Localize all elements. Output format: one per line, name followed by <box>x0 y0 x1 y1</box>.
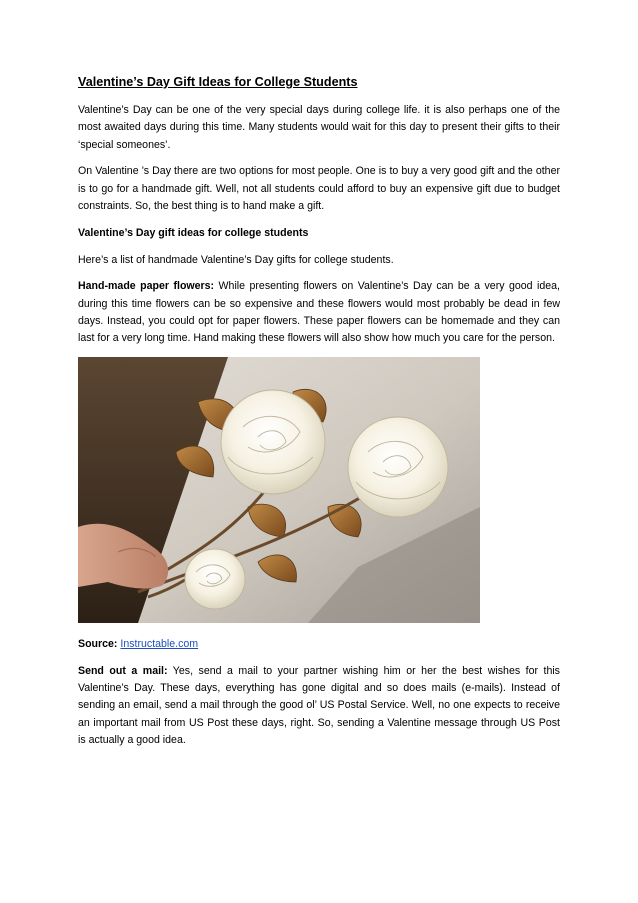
paper-flowers-paragraph <box>78 278 560 347</box>
mail-lead: Send out a mail: <box>78 664 168 677</box>
mail-text: Yes, send a mail to your partner wishing him or her the best wishes for this Valentine’s Day. These days, everything has gone digital and so does mails (e-mails). Instead of sending an email, send a mail through the good ol’ US Postal Service. Well, no one expects to receive an important mail from US Post these days, right. So, sending a Valentine message through US Post is actually a good idea. <box>78 664 560 747</box>
intro-paragraph: Valentine’s Day can be one of the very special days during college life. it is also perhaps one of the most awaited days during this time. Many students would wait for this day to present their gifts to their ‘special someones’. <box>78 104 560 151</box>
options-paragraph: On Valentine ’s Day there are two options for most people. One is to buy a very good gift and the other is to go for a handmade gift. Well, not all students could afford to buy an expensive gift due to budget constraints. So, the best thing is to hand make a gift. <box>78 165 560 212</box>
section-subheading: Valentine’s Day gift ideas for college students <box>78 226 309 239</box>
list-intro-paragraph: Here’s a list of handmade Valentine’s Day gifts for college students. <box>78 253 394 266</box>
source-label: Source: <box>78 638 118 651</box>
paper-flowers-text: While presenting flowers on Valentine’s Day can be a very good idea, during this time flowers can be so expensive and these flowers would most probably be dead in few days. Instead, you could opt for paper flowers. These paper flowers can be homemade and they can last for a very long time. Hand making these flowers will also show how much you care for the person. <box>78 280 560 345</box>
mail-paragraph <box>78 663 560 749</box>
document-page <box>78 74 560 759</box>
paper-flowers-lead: Hand-made paper flowers: <box>78 280 215 293</box>
source-link[interactable]: Instructable.com <box>120 638 199 651</box>
paper-roses-photo <box>78 357 480 623</box>
source-line <box>78 636 560 653</box>
article-title: Valentine’s Day Gift Ideas for College Students <box>78 75 358 89</box>
